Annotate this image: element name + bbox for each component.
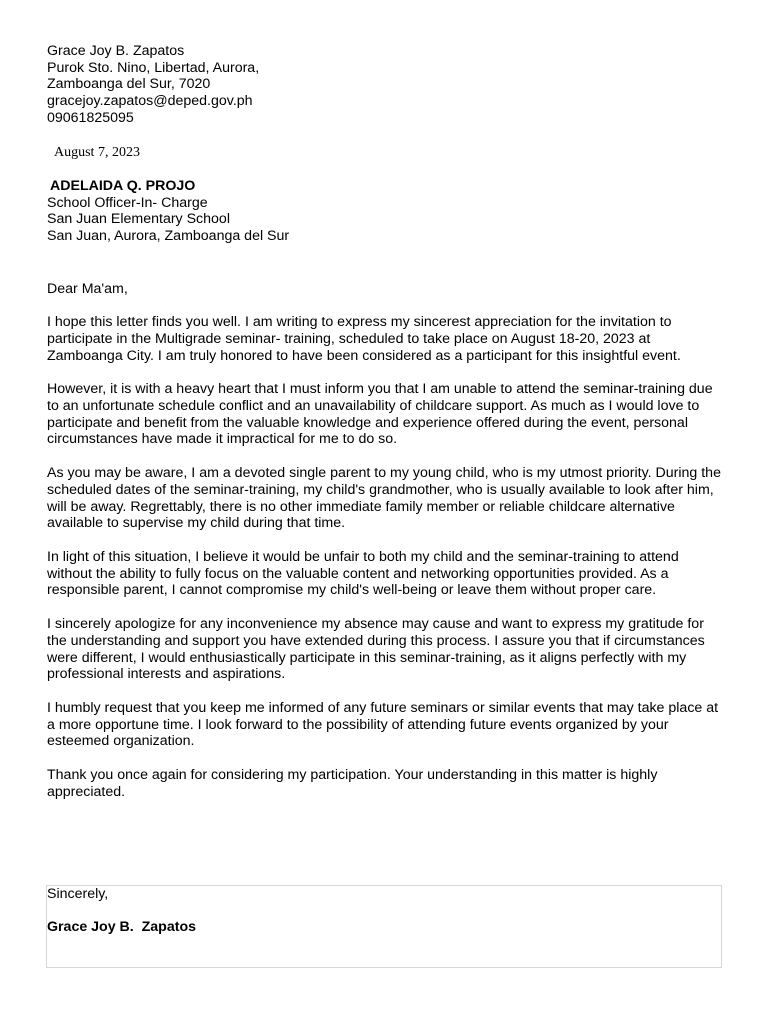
body-paragraph: In light of this situation, I believe it would be unfair to both my child and the seminar-training to attend without the ability to fully focus on the valuable content and networking opportunities provided. As a responsible parent, I cannot compromise my child's well-being or leave them without proper care. — [47, 548, 679, 599]
letter-body — [47, 314, 727, 817]
recipient-title: School Officer-In- Charge — [47, 194, 208, 211]
body-paragraph: Thank you once again for considering my participation. Your understanding in this matter is highly appreciated. — [47, 766, 658, 800]
sender-email: gracejoy.zapatos@deped.gov.ph — [47, 93, 253, 110]
letter-date: August 7, 2023 — [54, 145, 140, 160]
body-paragraph: I humbly request that you keep me informed of any future seminars or similar events that may take place at a more opportune time. I look forward to the possibility of attending future events organized by your esteemed organization. — [47, 699, 719, 750]
recipient-name: ADELAIDA Q. PROJO — [50, 178, 196, 194]
body-paragraph: As you may be aware, I am a devoted single parent to my young child, who is my utmost priority. During the scheduled dates of the seminar-training, my child's grandmother, who is usually available to look after him, will be away. Regrettably, there is no other immediate family member or reliable childcare alternative available to supervise my child during that time. — [47, 464, 721, 532]
sender-address-line2: Zamboanga del Sur, 7020 — [47, 76, 211, 93]
sender-block — [47, 43, 259, 127]
signer-name: Grace Joy B. Zapatos — [47, 919, 197, 935]
recipient-block — [47, 178, 289, 245]
body-paragraph: However, it is with a heavy heart that I must inform you that I am unable to attend the seminar-training due to an unfortunate schedule conflict and an unavailability of childcare support. As much as I would love to participate and benefit from the valuable knowledge and experience offered during the event, personal circumstances have made it impractical for me to do so. — [47, 381, 713, 448]
recipient-school: San Juan Elementary School — [47, 211, 230, 228]
closing-text: Sincerely, — [47, 886, 109, 902]
salutation: Dear Ma'am, — [47, 281, 128, 297]
body-paragraph: I hope this letter finds you well. I am writing to express my sincerest appreciation for the invitation to participate in the Multigrade seminar- training, scheduled to take place on August 18-20, 2023 at Zamboanga City. I am truly honored to have been considered as a participant for this insightful event. — [47, 314, 681, 364]
sender-name: Grace Joy B. Zapatos — [47, 43, 185, 59]
sender-phone: 09061825095 — [47, 109, 134, 126]
sender-address-line1: Purok Sto. Nino, Libertad, Aurora, — [47, 59, 260, 76]
recipient-address: San Juan, Aurora, Zamboanga del Sur — [47, 228, 290, 245]
signature-box — [46, 885, 722, 968]
body-paragraph: I sincerely apologize for any inconvenience my absence may cause and want to express my gratitude for the understanding and support you have extended during this process. I assure you that if circumstances were different, I would enthusiastically participate in this seminar-training, as it aligns perfectly with my professional interests and aspirations. — [47, 615, 705, 683]
